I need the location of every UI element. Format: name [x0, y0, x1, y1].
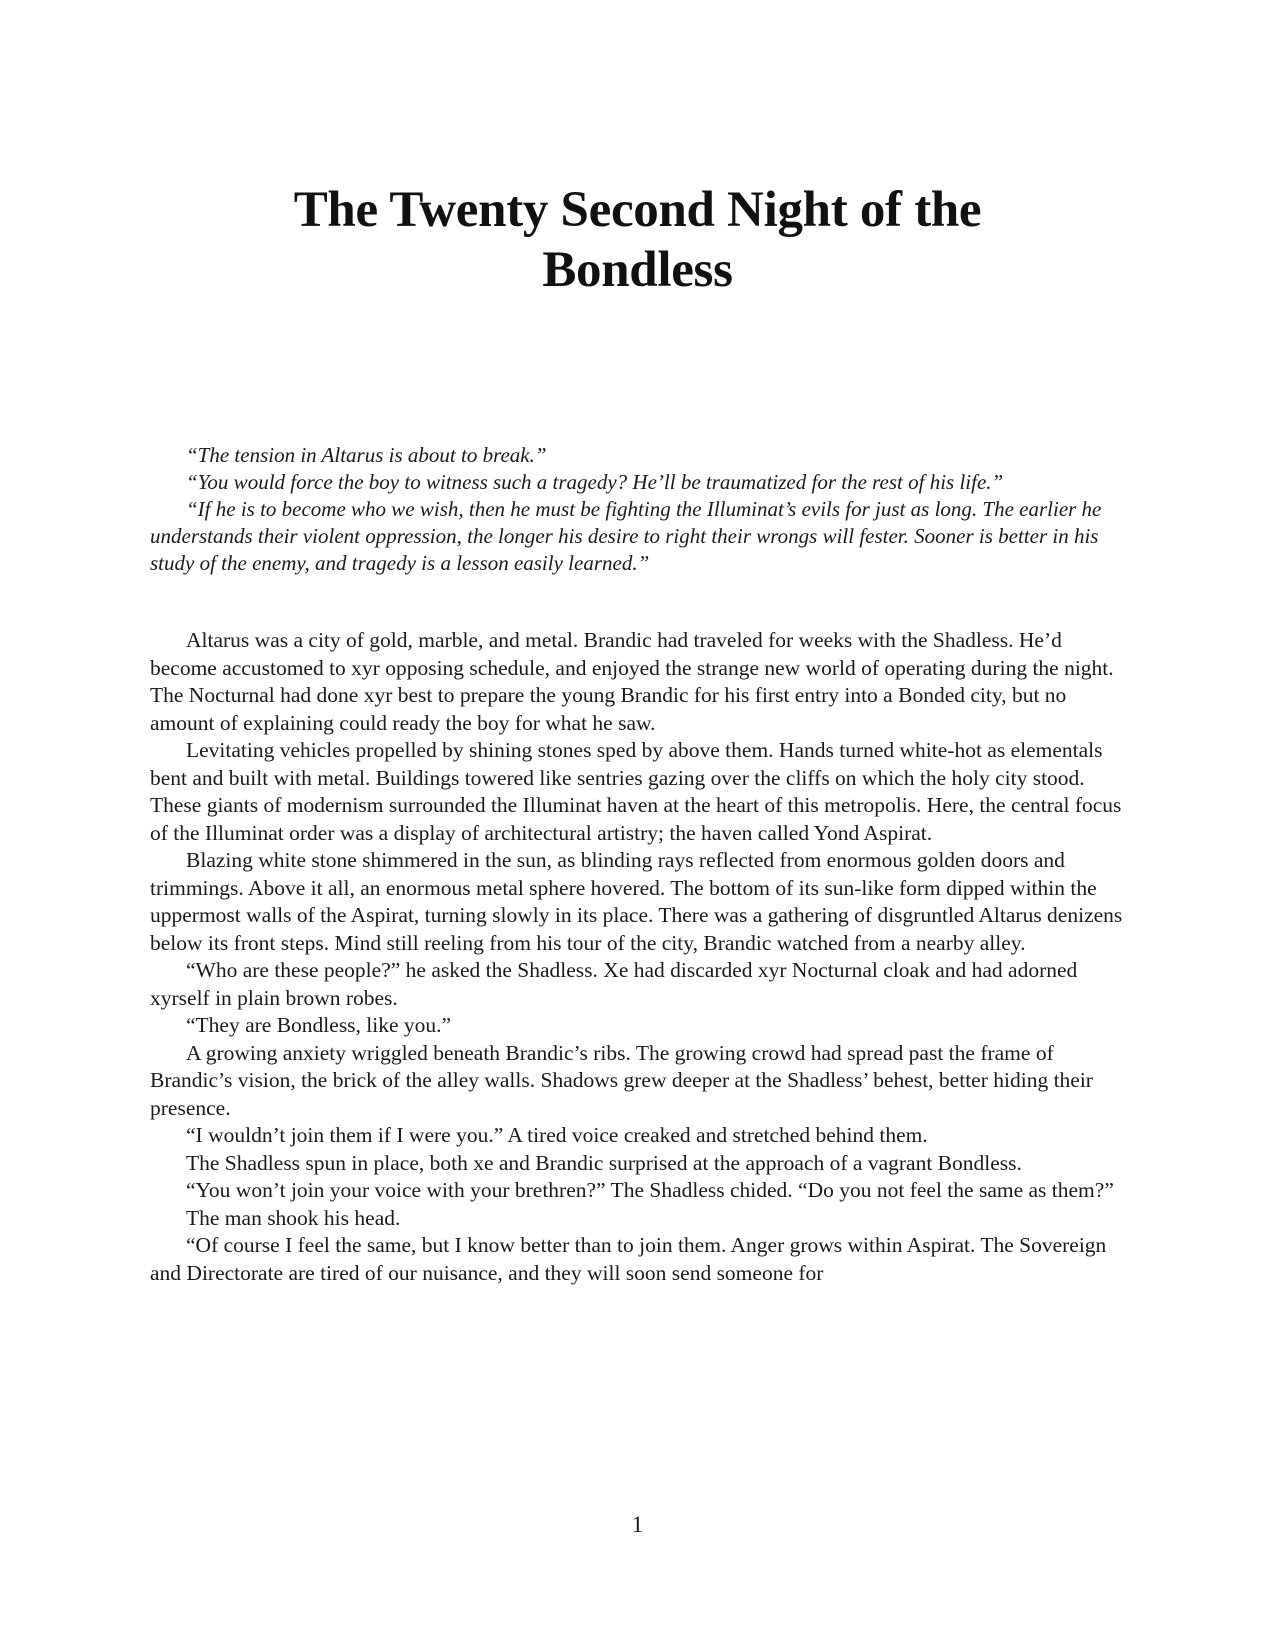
body-paragraph: Blazing white stone shimmered in the sun, as blinding rays reflected from enormous golden doors and trimmings. Above it all, an enormous metal sphere hovered. The bottom of its sun-like form dipped within the uppermost walls of the Aspirat, turning slowly in its place. There was a gathering of disgruntled Altarus denizens below its front steps. Mind still reeling from his tour of the city, Brandic watched from a nearby alley.	[150, 848, 1123, 955]
chapter-title-line-1: The Twenty Second Night of the	[293, 182, 982, 238]
epigraph	[150, 442, 1125, 577]
body-paragraph: “You won’t join your voice with your brethren?” The Shadless chided. “Do you not feel the same as them?”	[186, 1178, 1114, 1202]
body-paragraph: Levitating vehicles propelled by shining stones sped by above them. Hands turned white-hot as elementals bent and built with metal. Buildings towered like sentries gazing over the cliffs on which the holy city stood. These giants of modernism surrounded the Illuminat haven at the heart of this metropolis. Here, the central focus of the Illuminat order was a display of architectural artistry; the haven called Yond Aspirat.	[150, 738, 1122, 845]
body-paragraph: “They are Bondless, like you.”	[186, 1013, 452, 1037]
body-paragraph: Altarus was a city of gold, marble, and metal. Brandic had traveled for weeks with the Shadless. He’d become accustomed to xyr opposing schedule, and enjoyed the strange new world of operating during the night. The Nocturnal had done xyr best to prepare the young Brandic for his first entry into a Bonded city, but no amount of explaining could ready the boy for what he saw.	[150, 628, 1114, 735]
chapter-title-line-2: Bondless	[542, 242, 733, 298]
chapter-title	[150, 180, 1125, 300]
body-paragraph: The Shadless spun in place, both xe and Brandic surprised at the approach of a vagrant Bondless.	[186, 1150, 1022, 1175]
body-paragraph: A growing anxiety wriggled beneath Brandic’s ribs. The growing crowd had spread past the frame of Brandic’s vision, the brick of the alley walls. Shadows grew deeper at the Shadless’ behest, better hiding their presence.	[150, 1040, 1093, 1120]
epigraph-line: “If he is to become who we wish, then he must be fighting the Illuminat’s evils for just as long. The earlier he understands their violent oppression, the longer his desire to right their wrongs will fester. Sooner is better in his study of the enemy, and tragedy is a lesson easily learned.”	[150, 497, 1102, 575]
chapter-body	[150, 627, 1125, 1287]
page-number: 1	[631, 1512, 644, 1537]
epigraph-line: “You would force the boy to witness such a tragedy? He’ll be traumatized for the rest of his life.”	[186, 470, 1004, 494]
body-paragraph: “Of course I feel the same, but I know better than to join them. Anger grows within Aspirat. The Sovereign and Directorate are tired of our nuisance, and they will soon send someone for	[150, 1233, 1107, 1285]
body-paragraph: “Who are these people?” he asked the Shadless. Xe had discarded xyr Nocturnal cloak and had adorned xyrself in plain brown robes.	[150, 958, 1078, 1010]
body-paragraph: “I wouldn’t join them if I were you.” A tired voice creaked and stretched behind them.	[186, 1123, 928, 1147]
body-paragraph: The man shook his head.	[186, 1205, 401, 1230]
epigraph-line: “The tension in Altarus is about to break.”	[186, 443, 547, 467]
